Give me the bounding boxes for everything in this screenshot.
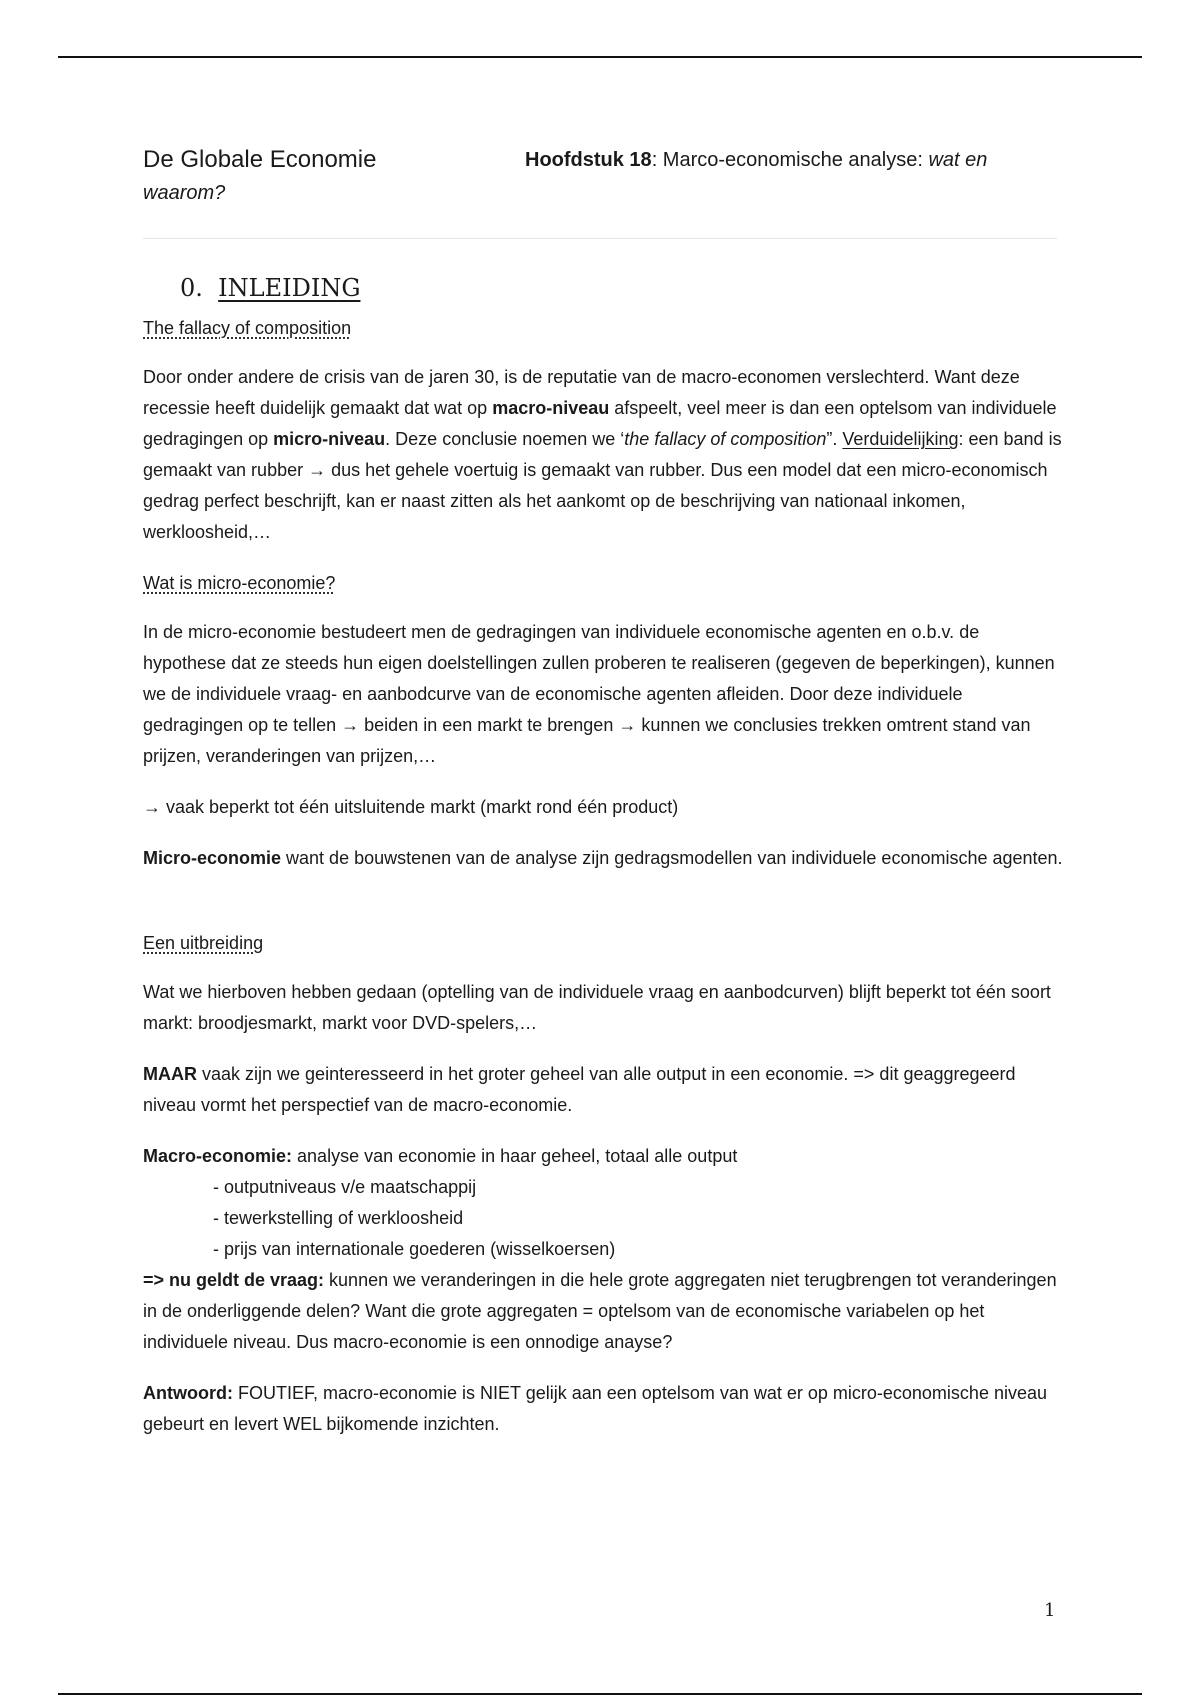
section-heading (180, 270, 360, 306)
paragraph-fallacy: Door onder andere de crisis van de jaren 30, is de reputatie van de macro-economen verslechterd. Want deze recessie heeft duidelijk gemaakt dat wat op macro-niveau afspeelt, veel meer is dan een optelsom van individuele gedragingen op micro-niveau. Deze conclusie noemen we ‘the fallacy of composition”. Verduidelijking: een band is gemaakt van rubber → dus het gehele voertuig is gemaakt van rubber. Dus een model dat een micro-economisch gedrag perfect beschrijft, kan er naast zitten als het aankomt op de beschrijving van nationaal inkomen, werkloosheid,… (143, 367, 1062, 542)
list-item: - outputniveaus v/e maatschappij (213, 1177, 477, 1197)
chapter-text: : Marco-economische analyse: (651, 149, 929, 171)
course-title: De Globale Economie (143, 146, 377, 173)
section-number: 0. (180, 274, 203, 302)
chapter-title-continued: waarom? (143, 182, 226, 204)
bottom-rule (58, 1693, 1142, 1695)
paragraph-answer: Antwoord: FOUTIEF, macro-economie is NIET gelijk aan een optelsom van wat er op micro-economische niveau gebeurt en levert WEL bijkomende inzichten. (143, 1383, 1047, 1434)
top-rule (58, 56, 1142, 58)
paragraph-macro-definition: Macro-economie: analyse van economie in haar geheel, totaal alle output (143, 1146, 738, 1166)
header-separator (143, 238, 1057, 239)
paragraph-micro-3: Micro-economie want de bouwstenen van de analyse zijn gedragsmodellen van individuele economische agenten. (143, 848, 1063, 868)
section-title: INLEIDING (218, 274, 361, 302)
paragraph-micro-1: In de micro-economie bestudeert men de gedragingen van individuele economische agenten en o.b.v. de hypothese dat ze steeds hun eigen doelstellingen zullen proberen te realiseren (gegeven de beperkingen), kunnen we de individuele vraag- en aanbodcurve van de economische agenten afleiden. Door deze individuele gedragingen op te tellen → beiden in een markt te brengen → kunnen we conclusies trekken omtrent stand van prijzen, veranderingen van prijzen,… (143, 622, 1055, 766)
subheading-micro: Wat is micro-economie? (143, 573, 336, 593)
chapter-italic: wat en (928, 149, 988, 171)
clarification-label: Verduidelijking (842, 429, 959, 449)
body-content (143, 313, 1065, 1460)
subheading-fallacy: The fallacy of composition (143, 318, 352, 338)
spacer (143, 894, 1065, 928)
chapter-label: Hoofdstuk 18 (525, 149, 652, 171)
list-item: - prijs van internationale goederen (wisselkoersen) (213, 1239, 616, 1259)
subheading-extension: Een uitbreiding (143, 933, 264, 953)
paragraph-micro-2: → vaak beperkt tot één uitsluitende markt (markt rond één product) (143, 797, 679, 817)
paragraph-extension-2: MAAR vaak zijn we geinteresseerd in het groter geheel van alle output in een economie. => dit geaggregeerd niveau vormt het perspectief van de macro-economie. (143, 1064, 1016, 1115)
paragraph-extension-1: Wat we hierboven hebben gedaan (optelling van de individuele vraag en aanbodcurven) blijft beperkt tot één soort markt: broodjesmarkt, markt voor DVD-spelers,… (143, 982, 1051, 1033)
page-header (143, 143, 1063, 209)
chapter-title (525, 146, 987, 174)
list-item: - tewerkstelling of werkloosheid (213, 1208, 464, 1228)
paragraph-question: => nu geldt de vraag: kunnen we veranderingen in die hele grote aggregaten niet terugbrengen tot veranderingen in de onderliggende delen? Want die grote aggregaten = optelsom van de economische variabelen op het individuele niveau. Dus macro-economie is een onnodige anayse? (143, 1270, 1057, 1352)
macro-list (143, 1172, 1065, 1265)
page-number: 1 (1044, 1600, 1056, 1621)
